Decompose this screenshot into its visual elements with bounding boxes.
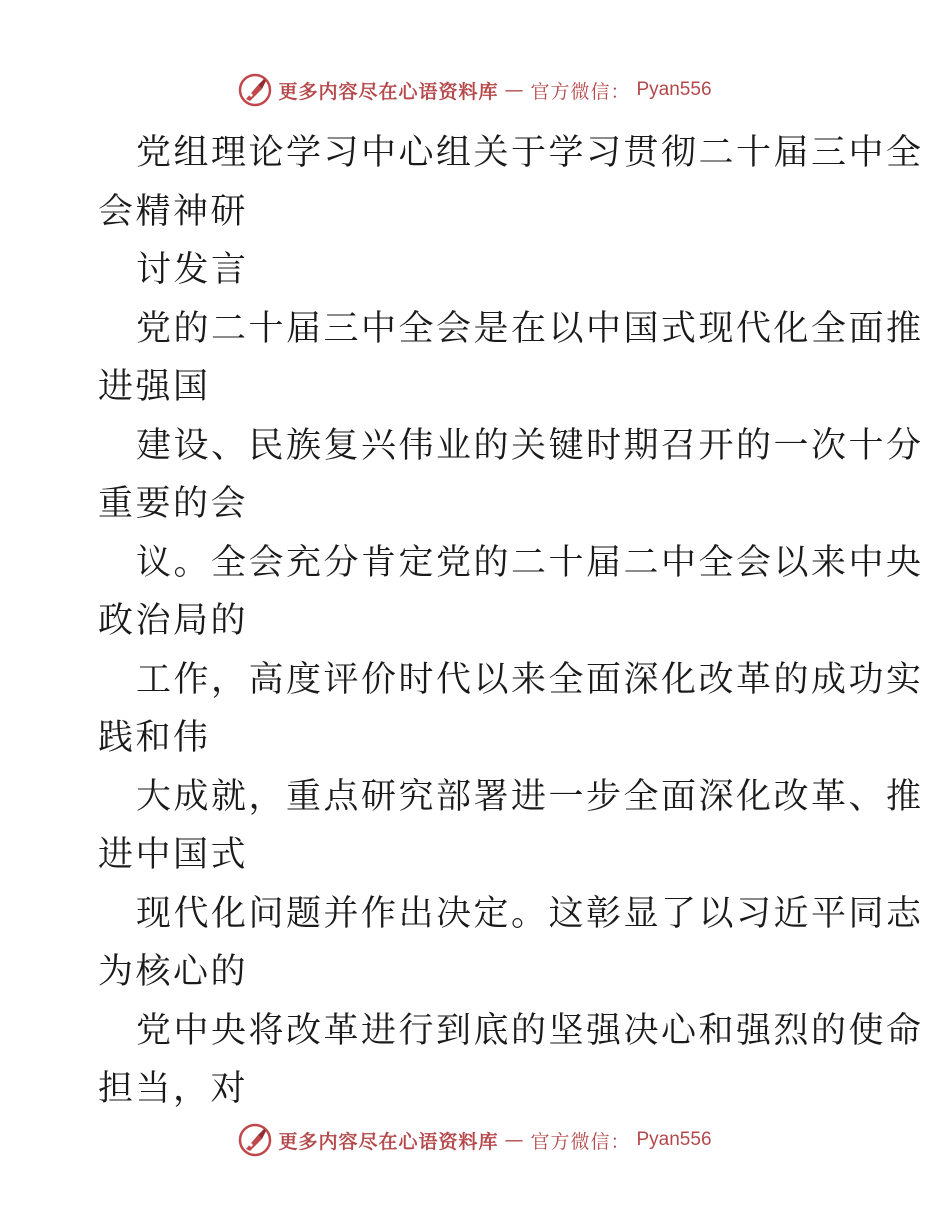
banner-wechat-id: Pyan556 <box>636 79 712 100</box>
document-line: 讨发言 <box>136 250 249 290</box>
banner-separator: — <box>504 1129 525 1151</box>
document-line: 党的二十届三中全会是在以中国式现代化全面推 <box>136 308 924 349</box>
banner-wechat-id: Pyan556 <box>636 1129 712 1150</box>
document-line: 建设、民族复兴伟业的关键时期召开的一次十分 <box>136 425 924 466</box>
document-line: 政治局的 <box>98 601 249 641</box>
document-line: 进强国 <box>98 367 211 407</box>
pen-nib-logo-icon <box>238 1123 272 1157</box>
document-line: 践和伟 <box>98 718 211 758</box>
document-line: 会精神研 <box>98 191 249 232</box>
document-line: 担当，对 <box>98 1069 249 1109</box>
document-body <box>98 124 924 1119</box>
banner-sub-text: 官方微信： <box>530 1130 631 1153</box>
document-line: 现代化问题并作出决定。这彰显了以习近平同志 <box>136 893 924 934</box>
banner-main-text: 更多内容尽在心语资料库 <box>278 1130 499 1153</box>
document-line: 为核心的 <box>98 952 249 992</box>
banner-sub-text: 官方微信： <box>530 80 631 103</box>
banner-main-text: 更多内容尽在心语资料库 <box>278 80 499 103</box>
document-line: 党中央将改革进行到底的坚强决心和强烈的使命 <box>136 1010 924 1051</box>
pen-nib-logo-icon <box>238 73 272 107</box>
document-line: 党组理论学习中心组关于学习贯彻二十届三中全 <box>136 133 924 173</box>
footer-banner <box>0 1120 950 1160</box>
document-line: 工作，高度评价时代以来全面深化改革的成功实 <box>136 659 924 700</box>
banner-separator: — <box>504 79 525 101</box>
header-banner <box>0 70 950 110</box>
document-line: 议。全会充分肯定党的二十届二中全会以来中央 <box>136 542 924 583</box>
document-line: 重要的会 <box>98 484 249 524</box>
document-line: 进中国式 <box>98 835 249 875</box>
document-line: 大成就，重点研究部署进一步全面深化改革、推 <box>136 776 924 817</box>
